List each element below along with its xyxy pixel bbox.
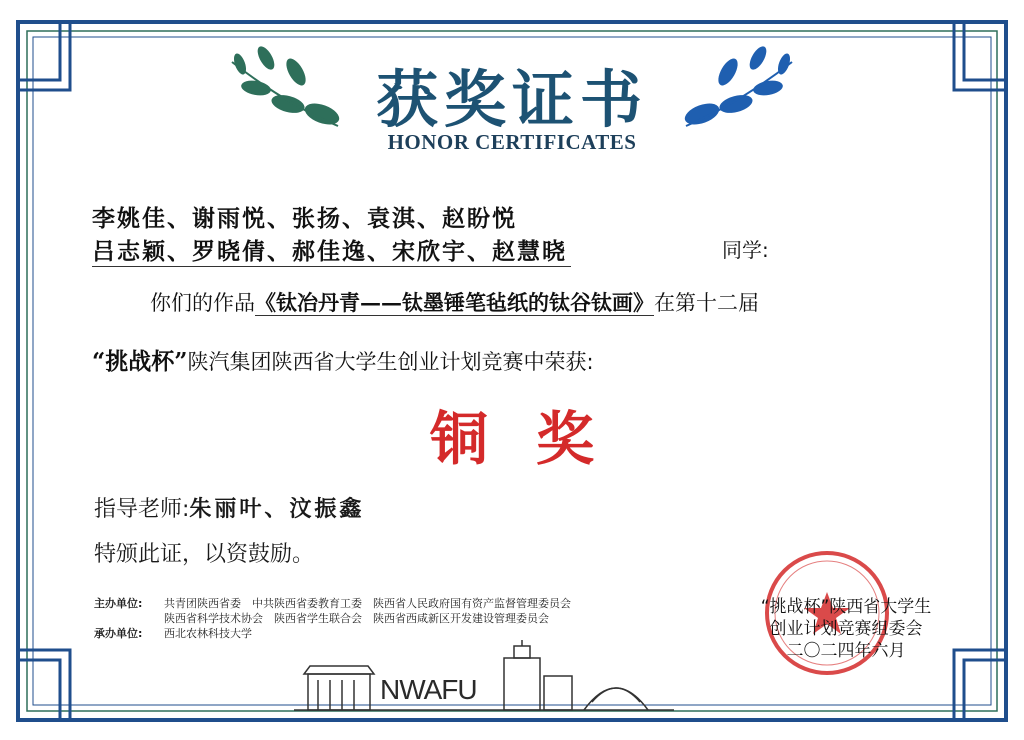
undertake-label: 承办单位: <box>94 627 143 640</box>
undertake-org: 西北农林科技大学 <box>164 627 252 640</box>
certificate-title: 获奖证书 <box>375 63 648 136</box>
organizers-block <box>94 596 571 641</box>
campus-skyline-icon <box>294 640 674 720</box>
committee-line-2: 创业计划竞赛组委会 <box>769 619 923 639</box>
recipient-names-row-2: 吕志颖、罗晓倩、郝佳逸、宋欣宇、赵慧晓 <box>92 233 571 267</box>
advisor <box>94 492 364 523</box>
host-line-1: 共青团陕西省委 中共陕西省委教育工委 陕西省人民政府国有资产监督管理委员会 <box>164 597 571 610</box>
committee-signature <box>726 596 966 662</box>
body-line-2 <box>92 343 594 376</box>
competition-cup-name: “挑战杯” <box>92 348 188 375</box>
body-line-1 <box>150 287 759 317</box>
award-level: 铜奖 <box>429 405 642 473</box>
body-line-1-suffix: 在第十二届 <box>654 291 759 315</box>
host-line-2: 陕西省科学技术协会 陕西省学生联合会 陕西省西咸新区开发建设管理委员会 <box>164 612 549 625</box>
recipient-suffix: 同学: <box>722 238 769 262</box>
certificate-subtitle: HONOR CERTIFICATES <box>387 130 637 154</box>
committee-date: 二〇二四年六月 <box>786 641 906 661</box>
recipient-names-row-1: 李姚佳、谢雨悦、张扬、袁淇、赵盼悦 <box>92 205 517 232</box>
host-label: 主办单位: <box>94 597 143 610</box>
body-line-1-prefix: 你们的作品 <box>150 291 255 315</box>
advisor-label: 指导老师: <box>94 497 190 522</box>
competition-description: 陕汽集团陕西省大学生创业计划竞赛中荣获: <box>187 350 594 374</box>
advisor-names: 朱丽叶、汶振鑫 <box>189 496 365 522</box>
committee-line-1: “挑战杯”陕西省大学生 <box>760 597 932 617</box>
closing-statement: 特颁此证，以资鼓励。 <box>94 542 315 567</box>
work-title: 《钛冶丹青——钛墨锤笔毡纸的钛谷钛画》 <box>255 290 654 315</box>
university-logo-text: NWAFU <box>380 674 477 705</box>
